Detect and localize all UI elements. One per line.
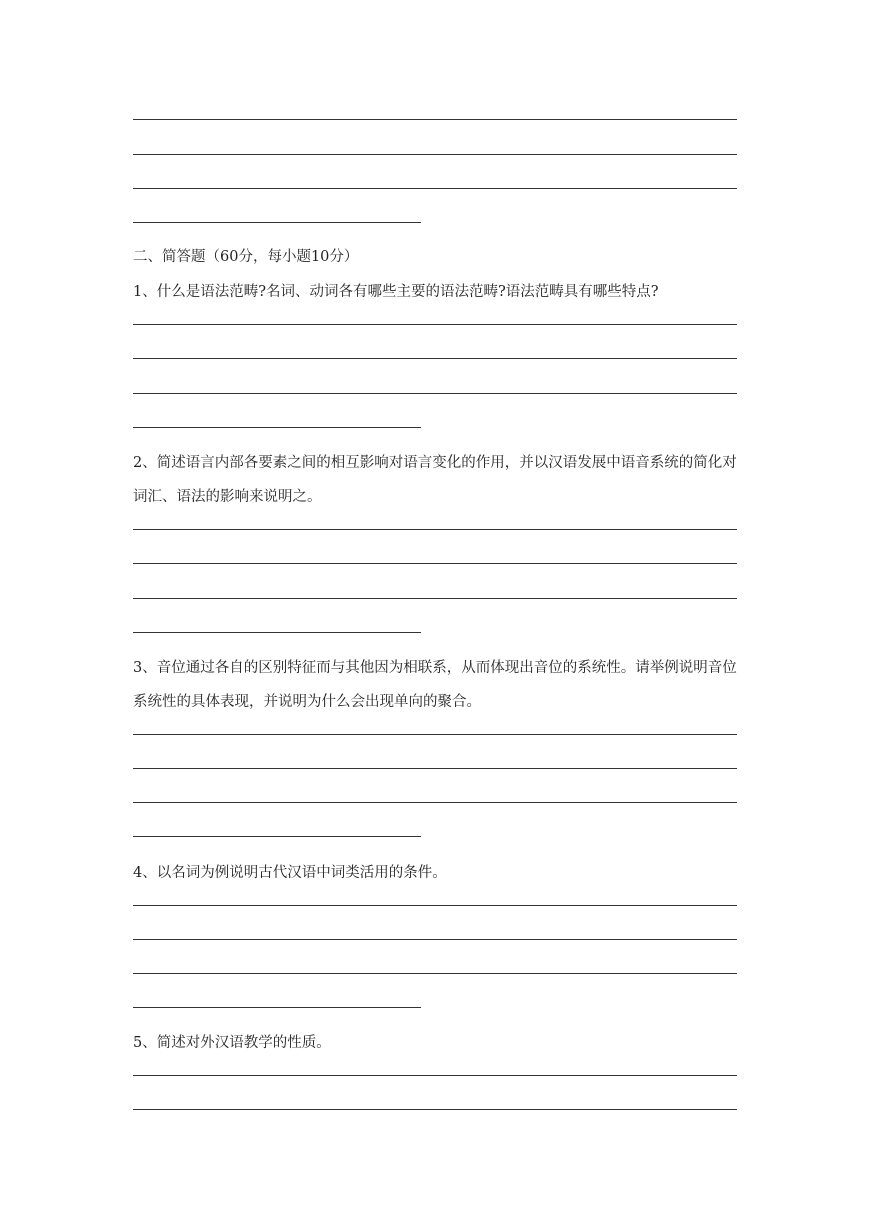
answer-line	[133, 939, 737, 940]
question-5	[133, 1034, 331, 1052]
question-text: 简述对外汉语教学的性质。	[156, 1035, 331, 1051]
answer-line	[133, 324, 737, 325]
question-text: 以名词为例说明古代汉语中词类活用的条件。	[156, 865, 447, 881]
answer-line	[133, 802, 737, 803]
answer-line	[133, 358, 737, 359]
answer-line	[133, 1075, 737, 1076]
answer-line	[133, 1109, 737, 1110]
section-heading: 二、简答题（60分，每小题10分）	[133, 249, 359, 265]
answer-line	[133, 598, 737, 599]
answer-line	[133, 222, 421, 223]
answer-line	[133, 188, 737, 189]
answer-line	[133, 1007, 421, 1008]
answer-line	[133, 632, 421, 633]
answer-line	[133, 427, 421, 428]
question-number: 5、	[133, 1035, 157, 1051]
question-1	[133, 283, 659, 301]
answer-line	[133, 973, 737, 974]
question-text: 音位通过各自的区别特征而与其他因为相联系，从而体现出音位的系统性。请举例说明音位系统性的具体表现，并说明为什么会出现单向的聚合。	[133, 660, 737, 710]
answer-line	[133, 119, 737, 120]
question-text: 简述语言内部各要素之间的相互影响对语言变化的作用，并以汉语发展中语音系统的简化对词汇、语法的影响来说明之。	[133, 455, 737, 505]
question-number: 4、	[133, 865, 157, 881]
question-number: 1、	[133, 284, 157, 300]
answer-line	[133, 563, 737, 564]
answer-line	[133, 393, 737, 394]
answer-line	[133, 836, 421, 837]
question-number: 2、	[133, 455, 157, 471]
question-4	[133, 864, 447, 882]
question-2	[133, 446, 737, 514]
question-3	[133, 651, 737, 719]
answer-line	[133, 905, 737, 906]
answer-line	[133, 154, 737, 155]
answer-line	[133, 529, 737, 530]
question-text: 什么是语法范畴?名词、动词各有哪些主要的语法范畴?语法范畴具有哪些特点?	[156, 284, 659, 300]
answer-line	[133, 734, 737, 735]
question-number: 3、	[133, 660, 157, 676]
answer-line	[133, 768, 737, 769]
